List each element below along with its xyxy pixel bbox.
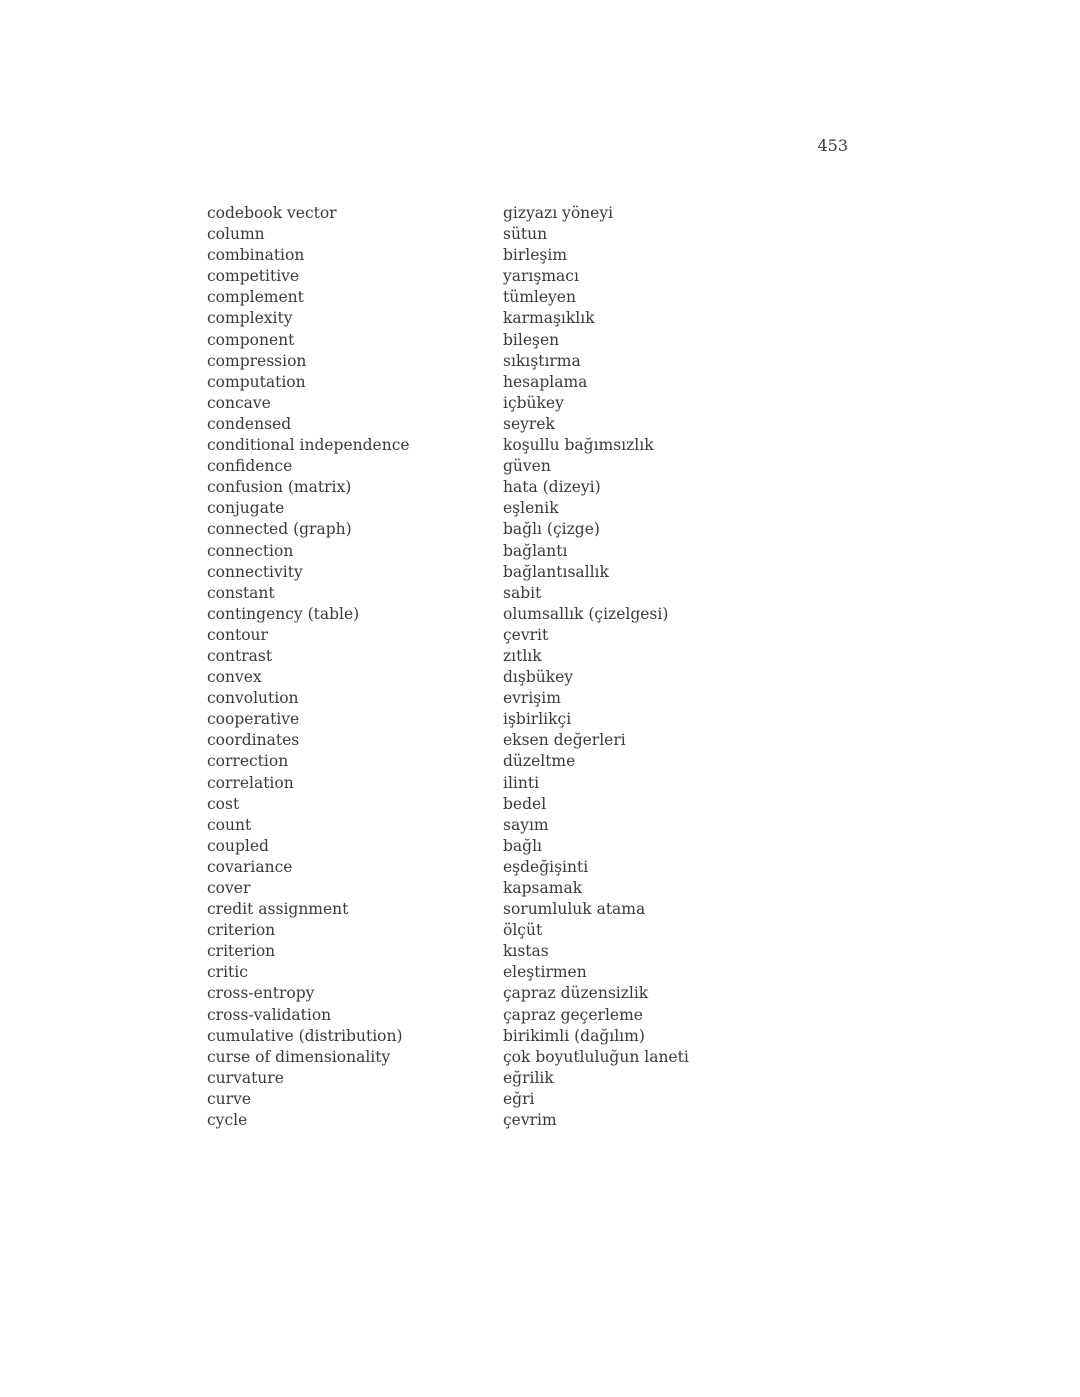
glossary-entry bbox=[207, 372, 847, 393]
glossary-entry bbox=[207, 498, 847, 519]
turkish-term: yarışmacı bbox=[503, 267, 579, 286]
english-term: conjugate bbox=[207, 499, 285, 518]
glossary-entry bbox=[207, 203, 847, 224]
english-term: confusion (matrix) bbox=[207, 478, 352, 497]
turkish-term: çapraz geçerleme bbox=[503, 1005, 643, 1024]
english-term: correction bbox=[207, 752, 289, 771]
turkish-term: bağlantısallık bbox=[503, 562, 609, 581]
english-term: column bbox=[207, 225, 265, 244]
glossary-entry bbox=[207, 899, 847, 920]
english-term: condensed bbox=[207, 414, 292, 433]
glossary-entry bbox=[207, 287, 847, 308]
turkish-term: birleşim bbox=[503, 246, 568, 265]
english-term: count bbox=[207, 815, 252, 834]
english-term: critic bbox=[207, 963, 248, 982]
glossary-entry bbox=[207, 1047, 847, 1068]
turkish-term: kıstas bbox=[503, 942, 549, 961]
english-term: conditional independence bbox=[207, 436, 410, 455]
english-term: complexity bbox=[207, 309, 293, 328]
english-term: cycle bbox=[207, 1111, 248, 1130]
glossary-entry bbox=[207, 1089, 847, 1110]
english-term: codebook vector bbox=[207, 204, 337, 222]
english-term: curse of dimensionality bbox=[207, 1047, 391, 1066]
turkish-term: işbirlikçi bbox=[503, 710, 572, 729]
glossary-list bbox=[207, 203, 847, 1131]
english-term: cover bbox=[207, 879, 251, 897]
turkish-term: eleştirmen bbox=[503, 963, 587, 982]
glossary-entry bbox=[207, 414, 847, 435]
turkish-term: içbükey bbox=[503, 393, 564, 412]
glossary-entry bbox=[207, 667, 847, 688]
turkish-term: bağlı (çizge) bbox=[503, 520, 600, 539]
glossary-entry bbox=[207, 245, 847, 266]
turkish-term: güven bbox=[503, 457, 551, 476]
turkish-term: çok boyutluluğun laneti bbox=[503, 1047, 689, 1066]
glossary-entry bbox=[207, 266, 847, 287]
english-term: cost bbox=[207, 794, 240, 813]
glossary-entry bbox=[207, 773, 847, 794]
turkish-term: koşullu bağımsızlık bbox=[503, 436, 654, 455]
glossary-entry bbox=[207, 562, 847, 583]
turkish-term: hata (dizeyi) bbox=[503, 478, 601, 497]
turkish-term: tümleyen bbox=[503, 288, 576, 307]
glossary-entry bbox=[207, 815, 847, 836]
glossary-entry bbox=[207, 583, 847, 604]
turkish-term: dışbükey bbox=[503, 668, 574, 687]
glossary-entry bbox=[207, 920, 847, 941]
glossary-entry bbox=[207, 962, 847, 983]
glossary-entry bbox=[207, 794, 847, 815]
english-term: covariance bbox=[207, 857, 293, 876]
turkish-term: eğrilik bbox=[503, 1068, 554, 1087]
english-term: combination bbox=[207, 246, 305, 265]
english-term: convex bbox=[207, 668, 262, 687]
turkish-term: gizyazı yöneyi bbox=[503, 204, 614, 222]
english-term: computation bbox=[207, 372, 306, 391]
glossary-entry bbox=[207, 1026, 847, 1047]
english-term: criterion bbox=[207, 942, 276, 961]
english-term: coordinates bbox=[207, 731, 300, 750]
glossary-entry bbox=[207, 435, 847, 456]
glossary-entry bbox=[207, 541, 847, 562]
glossary-entry bbox=[207, 351, 847, 372]
english-term: cumulative (distribution) bbox=[207, 1026, 403, 1045]
english-term: connection bbox=[207, 541, 294, 560]
turkish-term: sayım bbox=[503, 815, 549, 834]
glossary-entry bbox=[207, 330, 847, 351]
english-term: coupled bbox=[207, 836, 269, 855]
english-term: cooperative bbox=[207, 710, 300, 729]
turkish-term: çapraz düzensizlik bbox=[503, 984, 649, 1003]
glossary-entry bbox=[207, 878, 847, 899]
english-term: competitive bbox=[207, 267, 300, 286]
english-term: contrast bbox=[207, 646, 273, 665]
glossary-entry bbox=[207, 751, 847, 772]
english-term: criterion bbox=[207, 921, 276, 940]
turkish-term: olumsallık (çizelgesi) bbox=[503, 604, 669, 623]
turkish-term: kapsamak bbox=[503, 879, 583, 897]
turkish-term: çevrit bbox=[503, 625, 549, 644]
turkish-term: zıtlık bbox=[503, 646, 542, 665]
english-term: cross-entropy bbox=[207, 984, 315, 1003]
turkish-term: düzeltme bbox=[503, 752, 576, 771]
glossary-entry bbox=[207, 941, 847, 962]
english-term: credit assignment bbox=[207, 900, 349, 919]
glossary-entry bbox=[207, 308, 847, 329]
glossary-entry bbox=[207, 983, 847, 1004]
glossary-entry bbox=[207, 730, 847, 751]
turkish-term: çevrim bbox=[503, 1111, 557, 1130]
turkish-term: sabit bbox=[503, 583, 542, 602]
english-term: concave bbox=[207, 393, 271, 412]
turkish-term: seyrek bbox=[503, 414, 555, 433]
turkish-term: ilinti bbox=[503, 773, 540, 792]
turkish-term: bağlı bbox=[503, 836, 542, 855]
turkish-term: birikimli (dağılım) bbox=[503, 1026, 645, 1045]
turkish-term: karmaşıklık bbox=[503, 309, 595, 328]
glossary-entry bbox=[207, 836, 847, 857]
glossary-entry bbox=[207, 224, 847, 245]
glossary-entry bbox=[207, 646, 847, 667]
turkish-term: evrişim bbox=[503, 689, 561, 708]
turkish-term: eksen değerleri bbox=[503, 731, 626, 750]
glossary-entry bbox=[207, 1110, 847, 1131]
glossary-entry bbox=[207, 625, 847, 646]
english-term: curve bbox=[207, 1089, 252, 1108]
english-term: confidence bbox=[207, 457, 293, 476]
glossary-entry bbox=[207, 688, 847, 709]
english-term: compression bbox=[207, 351, 307, 370]
turkish-term: bileşen bbox=[503, 330, 560, 349]
glossary-entry bbox=[207, 604, 847, 625]
english-term: contingency (table) bbox=[207, 604, 360, 623]
english-term: connectivity bbox=[207, 562, 303, 581]
english-term: connected (graph) bbox=[207, 520, 352, 539]
turkish-term: eğri bbox=[503, 1089, 535, 1108]
turkish-term: hesaplama bbox=[503, 372, 588, 391]
english-term: contour bbox=[207, 625, 268, 644]
glossary-entry bbox=[207, 1068, 847, 1089]
english-term: cross-validation bbox=[207, 1005, 332, 1024]
glossary-entry bbox=[207, 393, 847, 414]
turkish-term: eşlenik bbox=[503, 499, 559, 518]
turkish-term: eşdeğişinti bbox=[503, 857, 589, 876]
turkish-term: bedel bbox=[503, 794, 547, 813]
turkish-term: bağlantı bbox=[503, 541, 568, 560]
turkish-term: sıkıştırma bbox=[503, 351, 581, 370]
english-term: convolution bbox=[207, 689, 299, 708]
glossary-entry bbox=[207, 519, 847, 540]
glossary-entry bbox=[207, 1005, 847, 1026]
turkish-term: ölçüt bbox=[503, 921, 543, 940]
turkish-term: sorumluluk atama bbox=[503, 900, 646, 919]
glossary-entry bbox=[207, 477, 847, 498]
glossary-entry bbox=[207, 456, 847, 477]
glossary-entry bbox=[207, 857, 847, 878]
glossary-entry bbox=[207, 709, 847, 730]
turkish-term: sütun bbox=[503, 225, 548, 244]
page-number: 453 bbox=[817, 136, 848, 155]
english-term: curvature bbox=[207, 1068, 284, 1087]
english-term: constant bbox=[207, 583, 275, 602]
english-term: component bbox=[207, 330, 295, 349]
english-term: correlation bbox=[207, 773, 294, 792]
english-term: complement bbox=[207, 288, 304, 307]
